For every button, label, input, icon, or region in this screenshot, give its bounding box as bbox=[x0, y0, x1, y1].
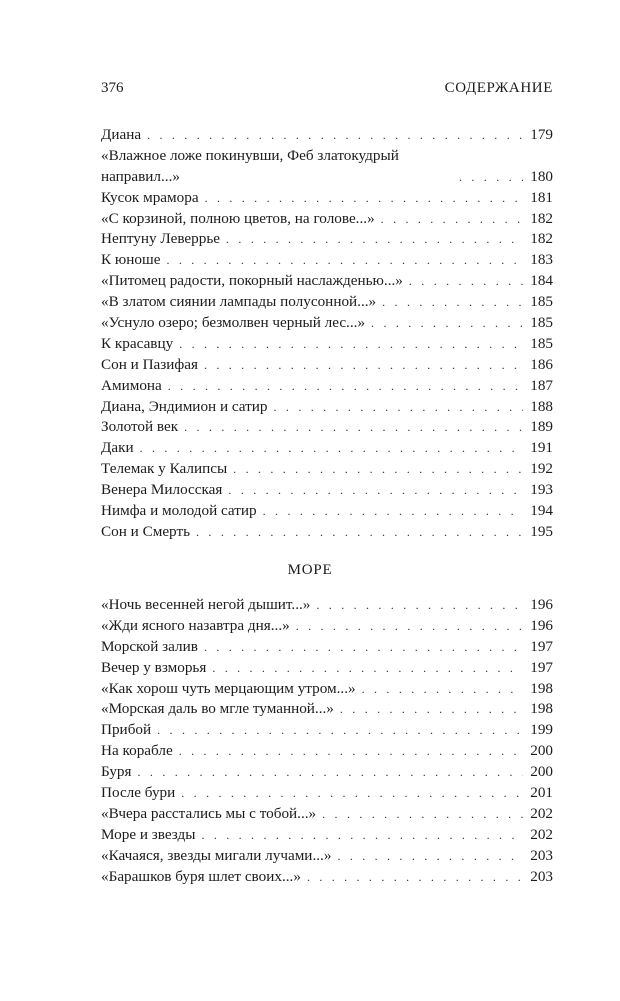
toc-entry-page: 185 bbox=[530, 293, 553, 311]
dot-leader bbox=[140, 438, 523, 459]
toc-entry-title: «Питомец радости, покорный наслажденью...» bbox=[101, 272, 403, 290]
dot-leader bbox=[316, 595, 523, 616]
toc-entry-title: Золотой век bbox=[101, 418, 179, 436]
toc-entry-page: 202 bbox=[530, 804, 553, 822]
dot-leader bbox=[196, 522, 523, 543]
dot-leader bbox=[138, 762, 523, 783]
section-heading: МОРЕ bbox=[287, 562, 333, 578]
dot-leader bbox=[179, 334, 523, 355]
toc-entry-title: «Вчера расстались мы с тобой...» bbox=[101, 804, 317, 822]
dot-leader bbox=[204, 637, 523, 658]
page-number: 376 bbox=[101, 80, 124, 96]
toc-entry-title: Нептуну Леверрье bbox=[101, 230, 221, 248]
dot-leader bbox=[204, 355, 523, 376]
toc-entry-title: Амимона bbox=[101, 376, 162, 394]
toc-entry-title: Буря bbox=[101, 763, 132, 781]
toc-entry-page: 185 bbox=[530, 334, 553, 352]
toc-entry-title: К красавцу bbox=[101, 334, 174, 352]
toc-entry bbox=[101, 825, 553, 846]
toc-entry bbox=[101, 355, 553, 376]
dot-leader bbox=[147, 125, 523, 146]
toc-entry-title: К юноше bbox=[101, 251, 161, 269]
dot-leader bbox=[362, 679, 523, 700]
dot-leader bbox=[201, 825, 523, 846]
toc-entry-page: 196 bbox=[530, 616, 553, 634]
toc-entry-page: 185 bbox=[530, 314, 553, 332]
toc-entry-title: Диана bbox=[101, 125, 142, 143]
dot-leader bbox=[181, 783, 523, 804]
toc-entry-title: «Ночь весенней негой дышит...» bbox=[101, 595, 311, 613]
toc-entry bbox=[101, 699, 553, 720]
toc-entry bbox=[101, 229, 553, 250]
toc-list-section-2 bbox=[101, 595, 553, 887]
toc-entry-title: После бури bbox=[101, 784, 176, 801]
toc-entry-title: Сон и Смерть bbox=[101, 522, 191, 540]
toc-entry bbox=[101, 762, 553, 783]
toc-entry-page: 180 bbox=[530, 167, 553, 185]
toc-list-section-1 bbox=[101, 125, 553, 543]
toc-entry-title: Море и звезды bbox=[101, 825, 196, 843]
dot-leader bbox=[296, 616, 523, 637]
dot-leader bbox=[179, 741, 523, 762]
dot-leader bbox=[459, 167, 523, 188]
toc-entry-title: «В златом сиянии лампады полусонной...» bbox=[101, 293, 377, 311]
toc-entry-page: 182 bbox=[530, 230, 553, 248]
toc-entry bbox=[101, 679, 553, 700]
toc-entry-page: 189 bbox=[530, 418, 553, 436]
toc-entry bbox=[101, 501, 553, 522]
dot-leader bbox=[274, 397, 523, 418]
toc-entry bbox=[101, 658, 553, 679]
dot-leader bbox=[340, 699, 523, 720]
toc-entry-title: «Морская даль во мгле туманной...» bbox=[101, 700, 334, 718]
toc-entry-page: 197 bbox=[530, 637, 553, 655]
toc-entry-page: 195 bbox=[530, 522, 553, 540]
dot-leader bbox=[184, 417, 523, 438]
dot-leader bbox=[371, 313, 523, 334]
toc-entry-page: 198 bbox=[530, 700, 553, 718]
toc-entry-title: «Уснуло озеро; безмолвен черный лес...» bbox=[101, 314, 366, 332]
dot-leader bbox=[233, 459, 523, 480]
toc-entry bbox=[101, 438, 553, 459]
toc-entry-page: 183 bbox=[530, 251, 553, 269]
dot-leader bbox=[205, 188, 523, 209]
toc-entry bbox=[101, 741, 553, 762]
dot-leader bbox=[382, 292, 523, 313]
toc-entry-page: 202 bbox=[530, 825, 553, 843]
toc-entry bbox=[101, 522, 553, 543]
toc-entry-page: 199 bbox=[530, 721, 553, 739]
toc-entry-page: 194 bbox=[530, 502, 553, 520]
toc-entry bbox=[101, 637, 553, 658]
dot-leader bbox=[263, 501, 523, 522]
toc-entry-page: 201 bbox=[530, 784, 553, 801]
toc-entry-title: «С корзиной, полною цветов, на голове...» bbox=[101, 209, 375, 227]
toc-entry-page: 182 bbox=[530, 209, 553, 227]
toc-entry-title: Нимфа и молодой сатир bbox=[101, 502, 257, 520]
toc-entry-page: 179 bbox=[530, 125, 553, 143]
toc-entry-page: 193 bbox=[530, 481, 553, 499]
dot-leader bbox=[228, 480, 523, 501]
toc-entry-title: «Жди ясного назавтра дня...» bbox=[101, 616, 290, 634]
toc-entry-page: 200 bbox=[530, 742, 553, 760]
toc-entry-page: 181 bbox=[530, 188, 553, 206]
toc-entry bbox=[101, 846, 553, 867]
toc-entry-title: Сон и Пазифая bbox=[101, 355, 198, 373]
toc-entry bbox=[101, 459, 553, 480]
toc-entry-page: 198 bbox=[530, 679, 553, 697]
dot-leader bbox=[226, 229, 523, 250]
running-title: СОДЕРЖАНИЕ bbox=[444, 80, 553, 96]
toc-entry bbox=[101, 595, 553, 616]
toc-entry-title: Венера Милосская bbox=[101, 481, 223, 499]
toc-entry-title: Вечер у взморья bbox=[101, 658, 207, 676]
toc-entry-page: 191 bbox=[530, 439, 553, 457]
toc-entry-title: «Как хорош чуть мерцающим утром...» bbox=[101, 679, 356, 697]
toc-entry bbox=[101, 334, 553, 355]
toc-entry-title: Диана, Эндимион и сатир bbox=[101, 397, 268, 415]
dot-leader bbox=[166, 250, 523, 271]
toc-entry-page: 187 bbox=[530, 376, 553, 394]
toc-entry-title: «Барашков буря шлет своих...» bbox=[101, 867, 301, 885]
toc-entry bbox=[101, 271, 553, 292]
toc-entry bbox=[101, 188, 553, 209]
toc-entry-title: Телемак у Калипсы bbox=[101, 460, 228, 478]
toc-entry bbox=[101, 417, 553, 438]
toc-entry-page: 197 bbox=[530, 658, 553, 676]
toc-entry-page: 203 bbox=[530, 867, 553, 885]
toc-entry-page: 196 bbox=[530, 595, 553, 613]
toc-entry-page: 203 bbox=[530, 846, 553, 864]
toc-entry-page: 192 bbox=[530, 460, 553, 478]
toc-entry bbox=[101, 867, 553, 888]
dot-leader bbox=[322, 804, 523, 825]
dot-leader bbox=[409, 271, 523, 292]
toc-entry-title: Морской залив bbox=[101, 637, 198, 655]
toc-entry bbox=[101, 292, 553, 313]
toc-entry bbox=[101, 250, 553, 271]
toc-entry bbox=[101, 125, 553, 146]
dot-leader bbox=[168, 376, 523, 397]
toc-entry-title: Прибой bbox=[101, 721, 152, 739]
dot-leader bbox=[212, 658, 523, 679]
toc-entry-title: Даки bbox=[101, 439, 134, 457]
toc-entry bbox=[101, 616, 553, 637]
toc-entry bbox=[101, 146, 553, 188]
dot-leader bbox=[381, 209, 523, 230]
dot-leader bbox=[337, 846, 523, 867]
page-header bbox=[101, 80, 553, 102]
toc-entry-title: «Качаяся, звезды мигали лучами...» bbox=[101, 846, 332, 864]
toc-entry bbox=[101, 804, 553, 825]
toc-entry-title: Кусок мрамора bbox=[101, 188, 199, 206]
toc-entry-page: 200 bbox=[530, 763, 553, 781]
toc-entry bbox=[101, 209, 553, 230]
toc-entry bbox=[101, 313, 553, 334]
toc-entry-page: 188 bbox=[530, 397, 553, 415]
toc-entry-title: «Влажное ложе покинувши, Феб златокудрый направил...» bbox=[101, 146, 399, 185]
dot-leader bbox=[157, 720, 523, 741]
toc-entry-page: 186 bbox=[530, 355, 553, 373]
toc-entry bbox=[101, 376, 553, 397]
dot-leader bbox=[307, 867, 523, 888]
toc-entry bbox=[101, 480, 553, 501]
toc-entry-title: На корабле bbox=[101, 742, 173, 760]
toc-entry bbox=[101, 783, 553, 804]
toc-entry bbox=[101, 397, 553, 418]
toc-entry bbox=[101, 720, 553, 741]
toc-entry-page: 184 bbox=[530, 272, 553, 290]
